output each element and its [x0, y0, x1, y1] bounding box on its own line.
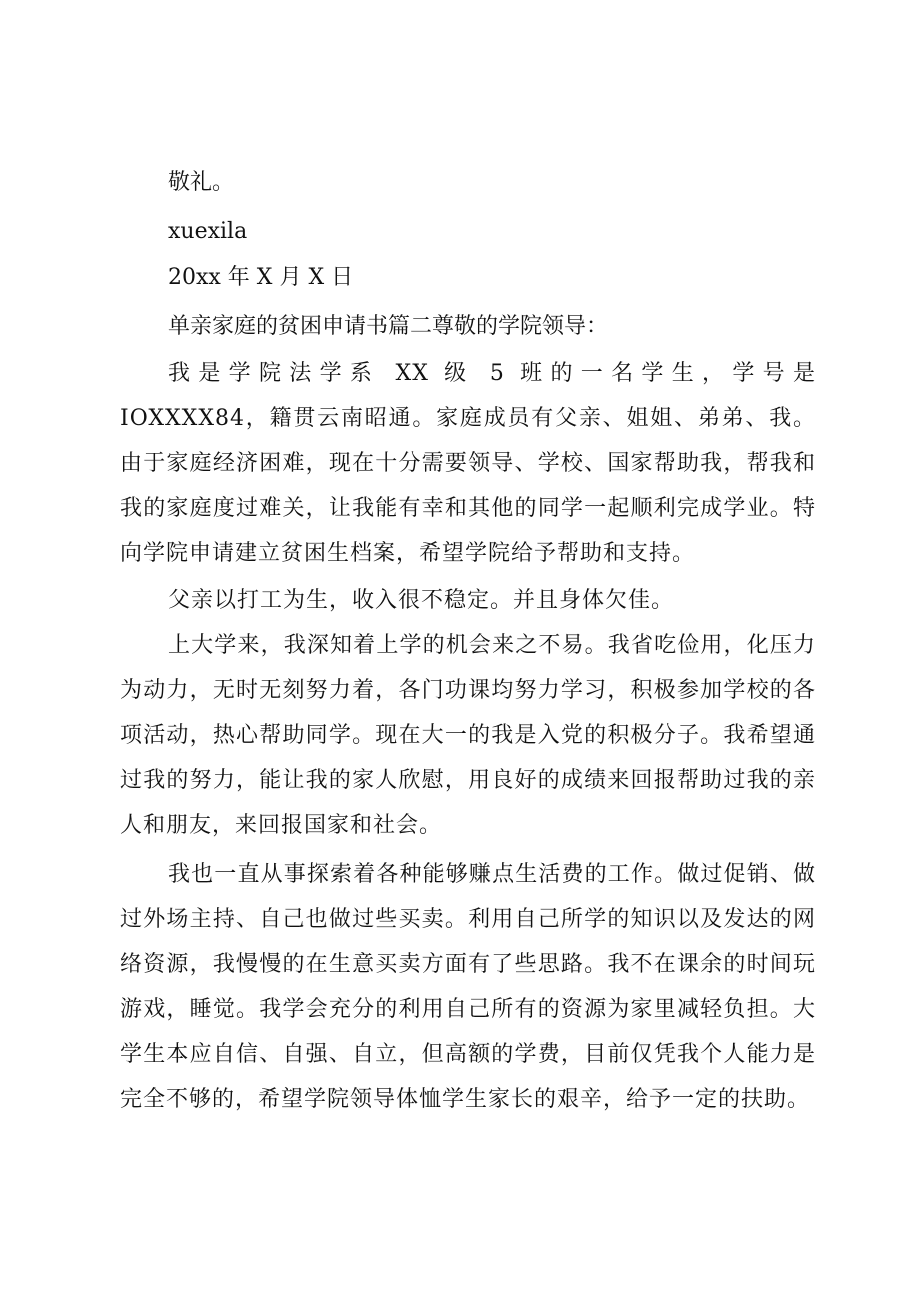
date-line: 20xx 年 X 月 X 日: [168, 265, 354, 290]
paragraph-4: 我也一直从事探索着各种能够赚点生活费的工作。做过促销、做过外场主持、自己也做过些买卖。利用自己所学的知识以及发达的网络资源，我慢慢的在生意买卖方面有了些思路。我不在课余的时间玩游戏，睡觉。我学会充分的利用自己所有的资源为家里减轻负担。大学生本应自信、自强、自立，但高额的学费，目前仅凭我个人能力是完全不够的，希望学院领导体恤学生家长的艰辛，给予一定的扶助。: [120, 862, 816, 1112]
closing-salutation: 敬礼。: [168, 170, 235, 195]
paragraph-3: 上大学来，我深知着上学的机会来之不易。我省吃俭用，化压力为动力，无时无刻努力着，各门功课均努力学习，积极参加学校的各项活动，热心帮助同学。现在大一的我是入党的积极分子。我希望通过我的努力，能让我的家人欣慰，用良好的成绩来回报帮助过我的亲人和朋友，来回报国家和社会。: [120, 633, 816, 838]
section-heading: 单亲家庭的贫困申请书篇二尊敬的学院领导：: [168, 314, 609, 339]
paragraph-1: 我是学院法学系 XX 级 5 班的一名学生，学号是 IOXXXX84，籍贯云南昭通。家庭成员有父亲、姐姐、弟弟、我。由于家庭经济困难，现在十分需要领导、学校、国家帮助我，帮我和我的家庭度过难关，让我能有幸和其他的同学一起顺利完成学业。特向学院申请建立贫困生档案，希望学院给予帮助和支持。: [120, 361, 816, 566]
signature: xuexila: [168, 219, 248, 244]
paragraph-2: 父亲以打工为生，收入很不稳定。并且身体欠佳。: [168, 588, 675, 613]
